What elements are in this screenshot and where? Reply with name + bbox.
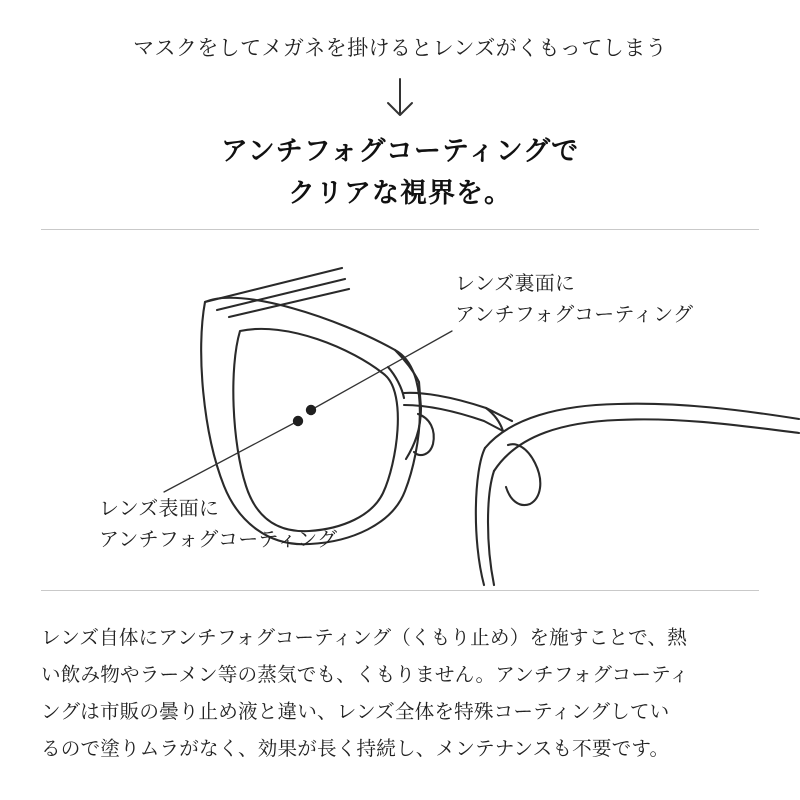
- headline: [0, 131, 800, 215]
- description-text: [41, 619, 761, 767]
- front-callout-line-1: レンズ表面に: [99, 496, 220, 520]
- bottom-divider: [41, 590, 759, 591]
- back-callout-line-1: レンズ裏面に: [455, 271, 576, 295]
- down-arrow-icon: [383, 77, 417, 119]
- coating-dot-back: [306, 405, 316, 415]
- right-frame-outer: [485, 404, 799, 448]
- description-line-4: るので塗りムラがなく、効果が長く持続し、メンテナンスも不要です。: [41, 737, 670, 760]
- back-callout-line-2: アンチフォグコーティング: [455, 302, 694, 326]
- front-surface-callout: [99, 493, 337, 555]
- headline-line-2: クリアな視界を。: [288, 178, 512, 209]
- description-line-2: い飲み物やラーメン等の蒸気でも、くもりません。アンチフォグコーティ: [41, 663, 690, 686]
- right-frame-inner: [494, 419, 799, 471]
- intro-text: マスクをしてメガネを掛けるとレンズがくもってしまう: [133, 36, 667, 60]
- nose-pad-right: [506, 444, 540, 505]
- right-frame-left-edge: [476, 448, 485, 585]
- front-callout-line-2: アンチフォグコーティング: [99, 527, 338, 551]
- top-divider: [41, 229, 759, 230]
- description-line-3: ングは市販の曇り止め液と違い、レンズ全体を特殊コーティングしてい: [41, 700, 670, 723]
- back-surface-callout: [455, 268, 693, 330]
- description-line-1: レンズ自体にアンチフォグコーティング（くもり止め）を施すことで、熱: [41, 626, 687, 649]
- headline-line-1: アンチフォグコーティングで: [220, 136, 580, 167]
- coating-dot-front: [293, 416, 303, 426]
- right-frame-left-edge-inner: [488, 471, 494, 585]
- callout-line-front: [164, 421, 298, 492]
